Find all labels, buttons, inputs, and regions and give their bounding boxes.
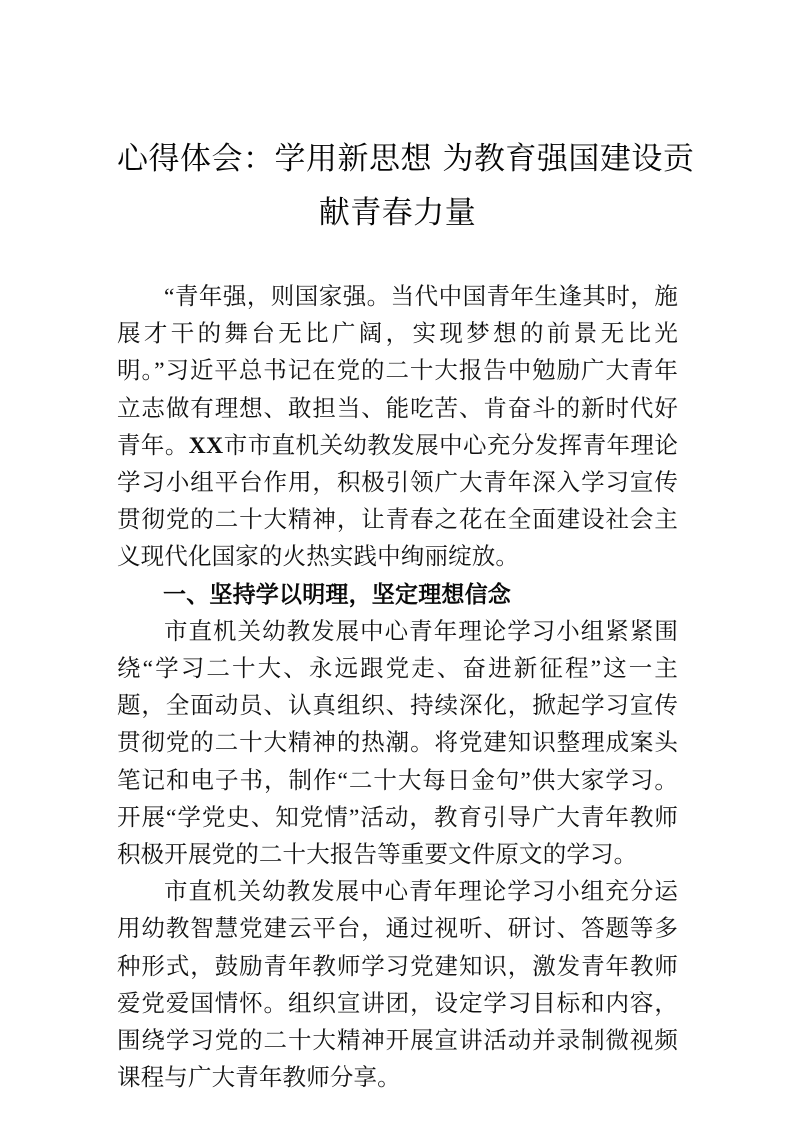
paragraph-intro	[117, 279, 678, 577]
document-content	[117, 0, 695, 1097]
page-title-line-2: 献青春力量	[318, 195, 477, 231]
paragraph-intro-lead: “青年强，则国家强。当代中国青年生逢其时，施展才干的舞台无比广阔，实现梦想的前景无比光明。”习近平总书记在党的二十大报告中勉励广大青年立志做有理想、敢担当、能吃苦、肯奋斗的新时代好青年。	[117, 284, 678, 459]
page-title	[117, 0, 695, 240]
paragraph-body-1: 市直机关幼教发展中心青年理论学习小组紧紧围绕“学习二十大、永远跟党走、奋进新征程”这一主题，全面动员、认真组织、持续深化，掀起学习宣传贯彻党的二十大精神的热潮。将党建知识整理成案头笔记和电子书，制作“二十大每日金句”供大家学习。开展“学党史、知党情”活动，教育引导广大青年教师积极开展党的二十大报告等重要文件原文的学习。	[117, 618, 678, 869]
paragraph-body-2: 市直机关幼教发展中心青年理论学习小组充分运用幼教智慧党建云平台，通过视听、研讨、答题等多种形式，鼓励青年教师学习党建知识，激发青年教师爱党爱国情怀。组织宣讲团，设定学习目标和内容，围绕学习党的二十大精神开展宣讲活动并录制微视频课程与广大青年教师分享。	[117, 879, 678, 1092]
section-heading-one: 一、坚持学以明理，坚定理想信念	[163, 581, 511, 608]
organization-placeholder: XX	[188, 432, 224, 459]
page-title-line-1: 心得体会：学用新思想 为教育强国建设贡	[117, 141, 695, 177]
paragraph-intro-tail: 市市直机关幼教发展中心充分发挥青年理论学习小组平台作用，积极引领广大青年深入学习宣传贯彻党的二十大精神，让青春之花在全面建设社会主义现代化国家的火热实践中绚丽绽放。	[117, 432, 678, 571]
